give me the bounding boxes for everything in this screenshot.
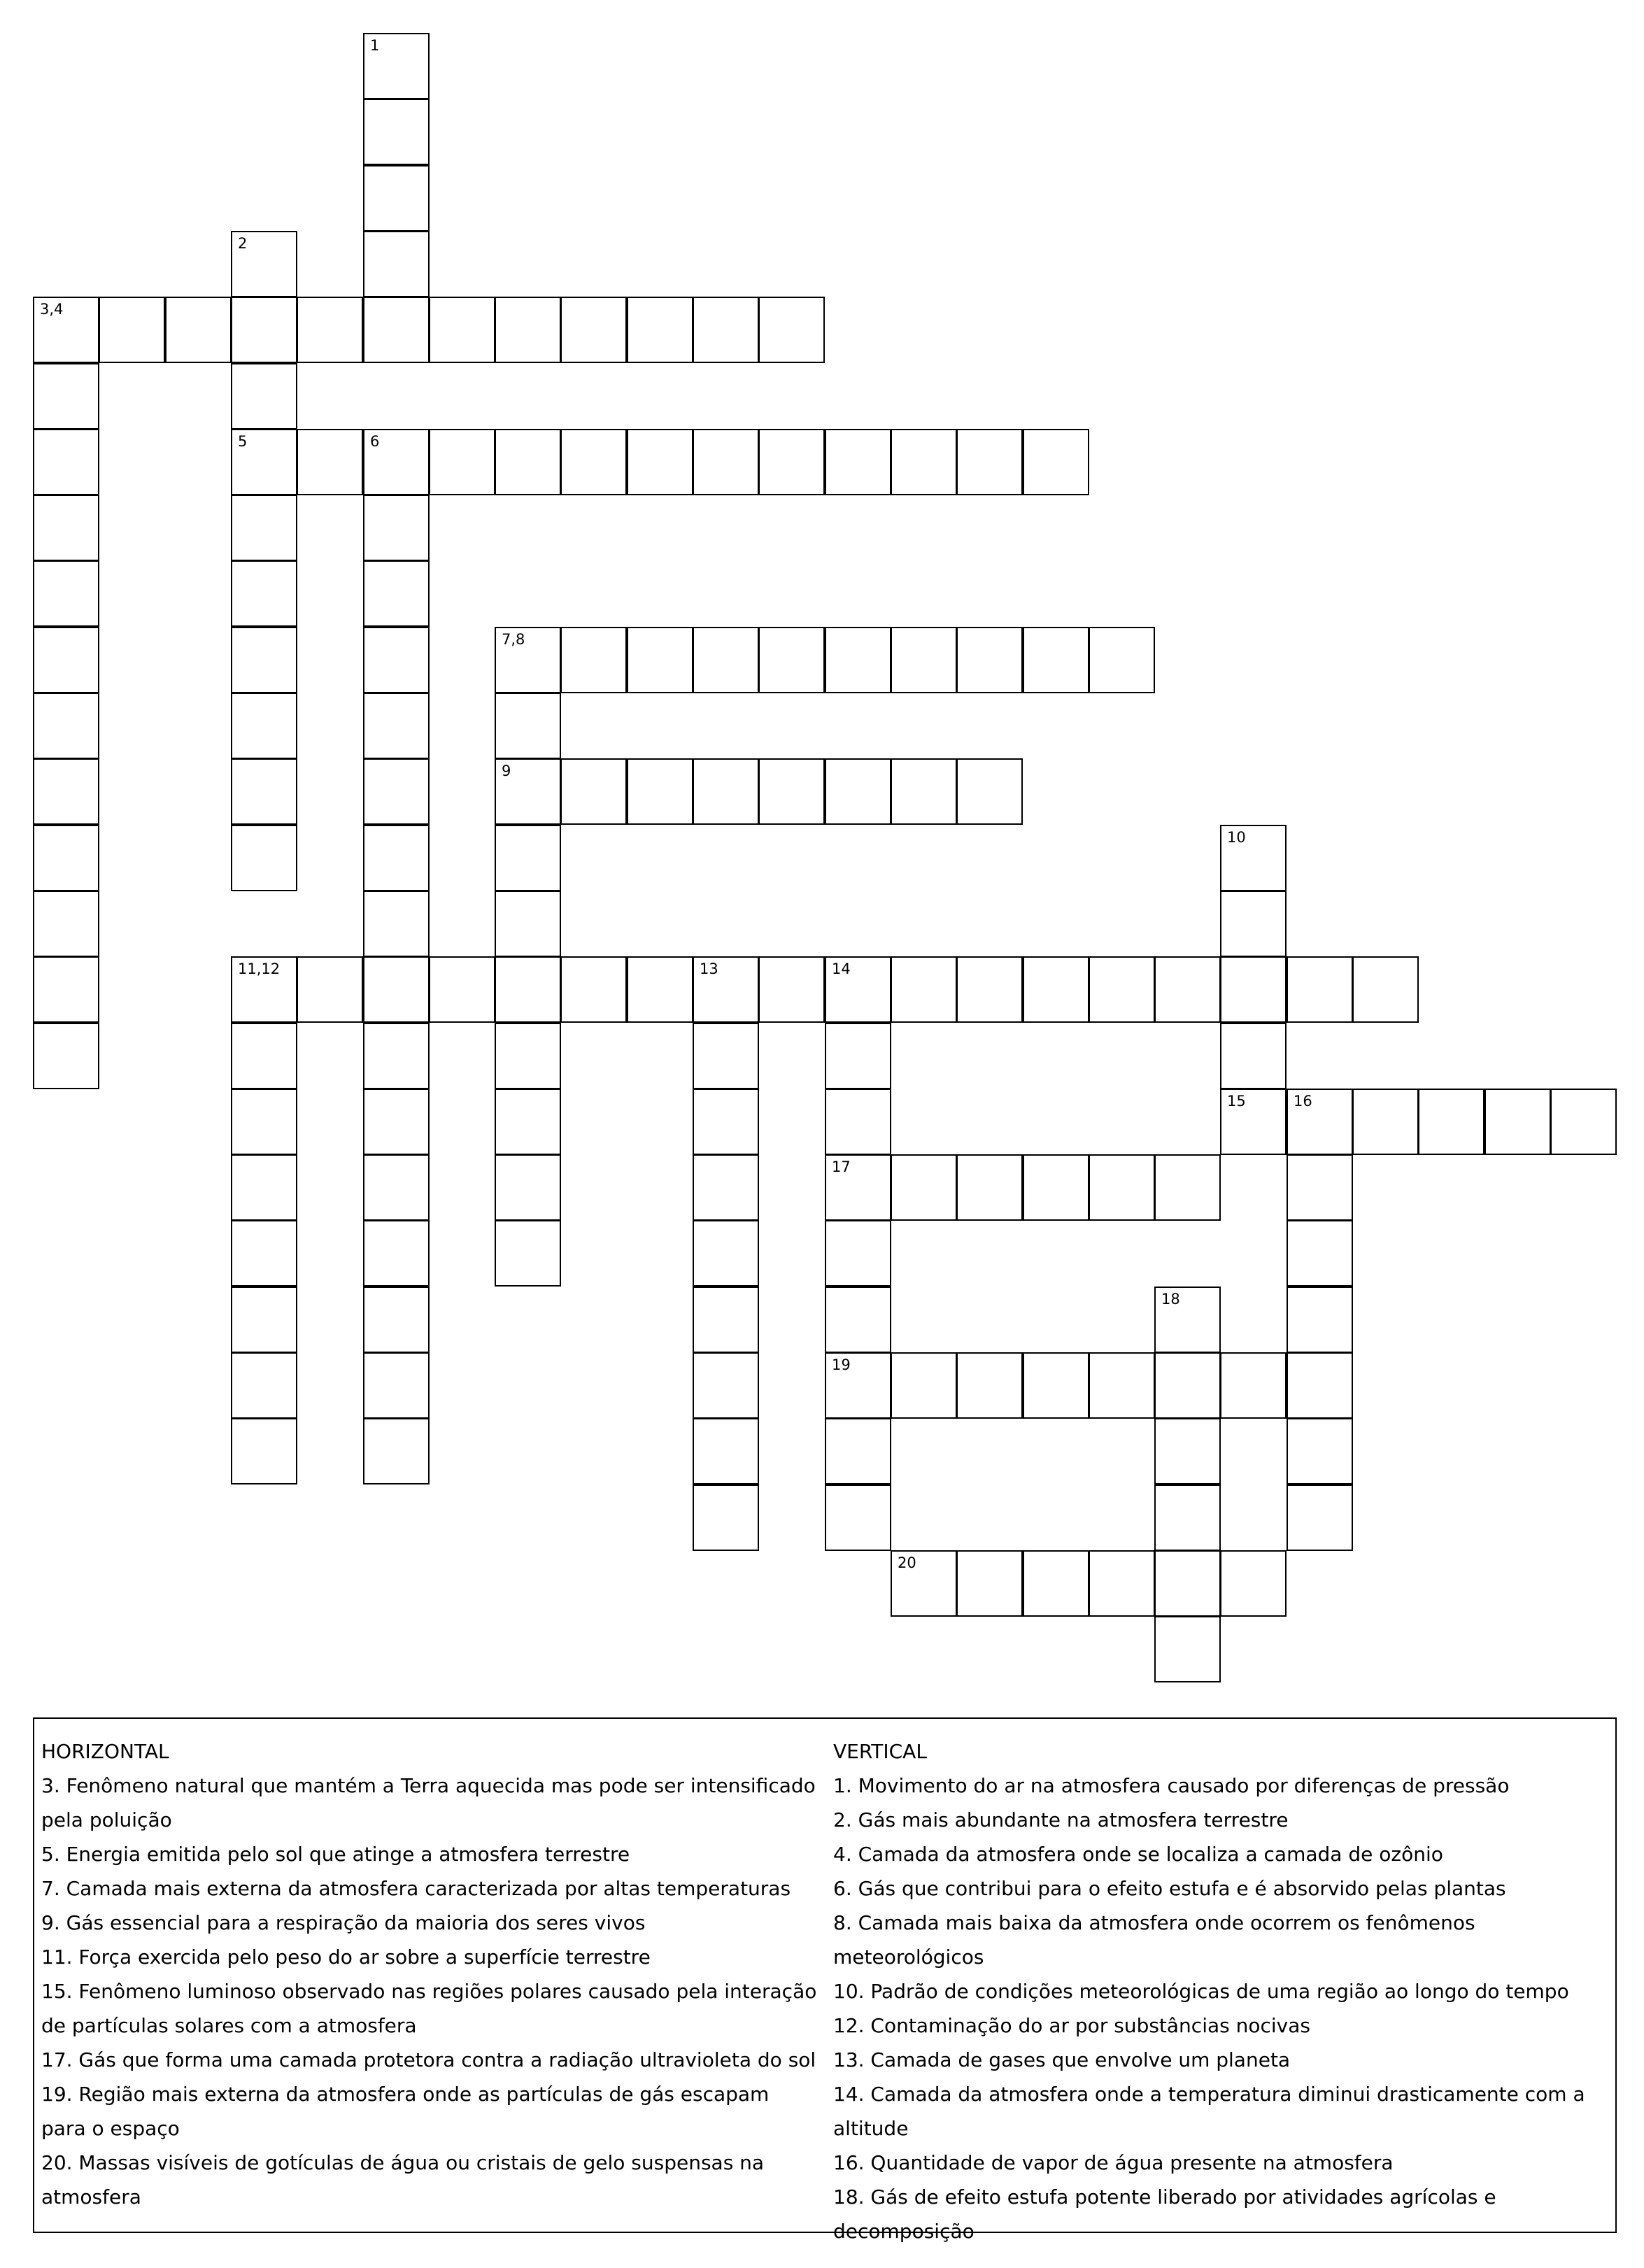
- crossword-cell[interactable]: [1089, 627, 1155, 693]
- clue-h-11: 11. Força exercida pelo peso do ar sobre a superfície terrestre: [41, 1945, 651, 1969]
- crossword-cell[interactable]: [693, 1352, 759, 1419]
- crossword-cell[interactable]: [429, 297, 495, 363]
- crossword-cell[interactable]: [231, 1352, 297, 1419]
- crossword-cell[interactable]: [956, 429, 1023, 495]
- crossword-cell[interactable]: [495, 825, 561, 891]
- crossword-cell[interactable]: [1220, 1089, 1287, 1155]
- crossword-cell[interactable]: [363, 1154, 430, 1221]
- crossword-cell[interactable]: [693, 956, 759, 1023]
- crossword-cell[interactable]: [1352, 1089, 1419, 1155]
- clue-number: 14: [832, 961, 851, 977]
- crossword-cell[interactable]: [693, 1418, 759, 1484]
- crossword-cell[interactable]: [495, 693, 561, 759]
- crossword-cell[interactable]: [627, 956, 693, 1023]
- clue-number: 5: [238, 433, 248, 450]
- crossword-cell[interactable]: [33, 1023, 99, 1089]
- crossword-cell[interactable]: [231, 1287, 297, 1353]
- crossword-cell[interactable]: [891, 758, 957, 825]
- crossword-cell[interactable]: [891, 956, 957, 1023]
- crossword-cell[interactable]: [33, 429, 99, 495]
- clue-v-10: 10. Padrão de condições meteorológicas de uma região ao longo do tempo: [833, 1980, 1569, 2003]
- clue-h-20: 20. Massas visíveis de gotículas de água ou cristais de gelo suspensas na atmosfera: [41, 2151, 765, 2209]
- crossword-cell[interactable]: [363, 825, 430, 891]
- crossword-cell[interactable]: [891, 1154, 957, 1221]
- clue-number: 6: [370, 433, 380, 450]
- crossword-cell[interactable]: [627, 627, 693, 693]
- crossword-cell[interactable]: [825, 1418, 891, 1484]
- vertical-heading: VERTICAL: [833, 1740, 927, 1763]
- crossword-cell[interactable]: [1287, 1484, 1353, 1551]
- crossword-cell[interactable]: [363, 560, 430, 627]
- clue-v-4: 4. Camada da atmosfera onde se localiza a camada de ozônio: [833, 1843, 1443, 1866]
- crossword-cell[interactable]: [33, 560, 99, 627]
- crossword-cell[interactable]: [1154, 1484, 1221, 1551]
- crossword-cell[interactable]: [693, 627, 759, 693]
- crossword-cell[interactable]: [825, 627, 891, 693]
- crossword-cell[interactable]: [1089, 1550, 1155, 1617]
- crossword-cell[interactable]: [363, 165, 430, 232]
- clue-number: 2: [238, 235, 248, 252]
- crossword-cell[interactable]: [956, 956, 1023, 1023]
- crossword-cell[interactable]: [363, 956, 430, 1023]
- crossword-cell[interactable]: [429, 429, 495, 495]
- crossword-cell[interactable]: [825, 1484, 891, 1551]
- crossword-cell[interactable]: [956, 1352, 1023, 1419]
- crossword-cell[interactable]: [693, 429, 759, 495]
- crossword-cell[interactable]: [1089, 1154, 1155, 1221]
- crossword-cell[interactable]: [1287, 1418, 1353, 1484]
- clue-number: 7,8: [502, 631, 525, 648]
- crossword-cell[interactable]: [33, 758, 99, 825]
- clue-number: 18: [1161, 1291, 1180, 1307]
- crossword-cell[interactable]: [1154, 1418, 1221, 1484]
- crossword-cell[interactable]: [495, 429, 561, 495]
- crossword-cell[interactable]: [1287, 1352, 1353, 1419]
- crossword-cell[interactable]: [1220, 1352, 1287, 1419]
- crossword-cell[interactable]: [693, 1220, 759, 1287]
- crossword-cell[interactable]: [363, 429, 430, 495]
- clue-number: 3,4: [40, 301, 64, 318]
- crossword-cell[interactable]: [495, 1154, 561, 1221]
- clue-v-14: 14. Camada da atmosfera onde a temperatura diminui drasticamente com a altitude: [833, 2083, 1585, 2140]
- crossword-cell[interactable]: [231, 1220, 297, 1287]
- crossword-cell[interactable]: [693, 1154, 759, 1221]
- crossword-cell[interactable]: [495, 1220, 561, 1287]
- clue-h-7: 7. Camada mais externa da atmosfera caracterizada por altas temperaturas: [41, 1877, 791, 1900]
- crossword-cell[interactable]: [1220, 1023, 1287, 1089]
- crossword-cell[interactable]: [363, 33, 430, 99]
- crossword-cell[interactable]: [495, 1089, 561, 1155]
- crossword-cell[interactable]: [231, 1023, 297, 1089]
- crossword-cell[interactable]: [429, 956, 495, 1023]
- crossword-cell[interactable]: [495, 891, 561, 957]
- crossword-cell[interactable]: [693, 1023, 759, 1089]
- crossword-cell[interactable]: [1418, 1089, 1484, 1155]
- crossword-cell[interactable]: [825, 1352, 891, 1419]
- crossword-cell[interactable]: [363, 1418, 430, 1484]
- crossword-cell[interactable]: [825, 1089, 891, 1155]
- crossword-cell[interactable]: [231, 693, 297, 759]
- clue-number: 20: [898, 1554, 916, 1571]
- crossword-cell[interactable]: [231, 231, 297, 297]
- crossword-cell[interactable]: [231, 1418, 297, 1484]
- clues-box: [33, 1717, 1617, 2243]
- crossword-cell[interactable]: [363, 1352, 430, 1419]
- crossword-cell[interactable]: [1220, 956, 1287, 1023]
- crossword-cell[interactable]: [297, 429, 363, 495]
- crossword-cell[interactable]: [693, 1287, 759, 1353]
- clue-h-19: 19. Região mais externa da atmosfera onde as partículas de gás escapam para o espaço: [41, 2083, 770, 2140]
- crossword-cell[interactable]: [758, 758, 825, 825]
- clue-number: 13: [700, 961, 718, 977]
- crossword-cell[interactable]: [1287, 1287, 1353, 1353]
- crossword-cell[interactable]: [1023, 1550, 1089, 1617]
- crossword-cell[interactable]: [231, 363, 297, 430]
- crossword-cell[interactable]: [33, 956, 99, 1023]
- crossword-cell[interactable]: [231, 627, 297, 693]
- crossword-cell[interactable]: [231, 956, 297, 1023]
- crossword-cell[interactable]: [1287, 956, 1353, 1023]
- crossword-cell[interactable]: [363, 1023, 430, 1089]
- crossword-cell[interactable]: [560, 758, 627, 825]
- crossword-cell[interactable]: [891, 1352, 957, 1419]
- clue-h-5: 5. Energia emitida pelo sol que atinge a atmosfera terrestre: [41, 1843, 630, 1866]
- crossword-cell[interactable]: [33, 825, 99, 891]
- crossword-cell[interactable]: [231, 495, 297, 561]
- crossword-cell[interactable]: [956, 758, 1023, 825]
- crossword-cell[interactable]: [1154, 1616, 1221, 1682]
- crossword-cell[interactable]: [363, 891, 430, 957]
- crossword-cell[interactable]: [1023, 627, 1089, 693]
- crossword-cell[interactable]: [1154, 1550, 1221, 1617]
- crossword-cell[interactable]: [1287, 1154, 1353, 1221]
- crossword-cell[interactable]: [825, 429, 891, 495]
- clue-number: 10: [1227, 829, 1246, 846]
- crossword-cell[interactable]: [231, 1089, 297, 1155]
- crossword-cell[interactable]: [825, 1154, 891, 1221]
- crossword-cell[interactable]: [1154, 1154, 1221, 1221]
- clue-number: 1: [370, 37, 380, 54]
- crossword-cell[interactable]: [560, 956, 627, 1023]
- crossword-cell[interactable]: [33, 891, 99, 957]
- crossword-cell[interactable]: [33, 495, 99, 561]
- clue-v-12: 12. Contaminação do ar por substâncias nocivas: [833, 2014, 1310, 2037]
- crossword-cell[interactable]: [956, 1550, 1023, 1617]
- crossword-cell[interactable]: [627, 758, 693, 825]
- horizontal-clues: [41, 1734, 818, 2214]
- clue-v-1: 1. Movimento do ar na atmosfera causado por diferenças de pressão: [833, 1774, 1510, 1797]
- crossword-cell[interactable]: [1287, 1089, 1353, 1155]
- vertical-clues: [833, 1734, 1610, 2248]
- clue-number: 11,12: [238, 961, 281, 977]
- crossword-cell[interactable]: [956, 1154, 1023, 1221]
- crossword-cell[interactable]: [758, 627, 825, 693]
- clue-v-2: 2. Gás mais abundante na atmosfera terrestre: [833, 1808, 1289, 1831]
- clue-number: 19: [832, 1356, 851, 1373]
- crossword-cell[interactable]: [560, 627, 627, 693]
- crossword-cell[interactable]: [1220, 1550, 1287, 1617]
- crossword-cell[interactable]: [33, 297, 99, 363]
- crossword-cell[interactable]: [33, 363, 99, 430]
- crossword-cell[interactable]: [758, 956, 825, 1023]
- crossword-cell[interactable]: [363, 297, 430, 363]
- crossword-cell[interactable]: [231, 825, 297, 891]
- crossword-cell[interactable]: [1154, 956, 1221, 1023]
- crossword-cell[interactable]: [495, 297, 561, 363]
- crossword-cell[interactable]: [627, 429, 693, 495]
- crossword-cell[interactable]: [891, 429, 957, 495]
- crossword-cell[interactable]: [363, 627, 430, 693]
- crossword-cell[interactable]: [758, 429, 825, 495]
- crossword-cell[interactable]: [495, 956, 561, 1023]
- crossword-cell[interactable]: [1089, 956, 1155, 1023]
- crossword-cell[interactable]: [495, 1023, 561, 1089]
- crossword-cell[interactable]: [825, 1023, 891, 1089]
- clue-v-6: 6. Gás que contribui para o efeito estufa e é absorvido pelas plantas: [833, 1877, 1506, 1900]
- crossword-cell[interactable]: [363, 99, 430, 165]
- crossword-cell[interactable]: [33, 627, 99, 693]
- crossword-cell[interactable]: [495, 758, 561, 825]
- clue-h-3: 3. Fenômeno natural que mantém a Terra aquecida mas pode ser intensificado pela poluição: [41, 1774, 816, 1831]
- crossword-cell[interactable]: [693, 1484, 759, 1551]
- crossword-cell[interactable]: [627, 297, 693, 363]
- crossword-cell[interactable]: [495, 627, 561, 693]
- crossword-cell[interactable]: [1089, 1352, 1155, 1419]
- crossword-cell[interactable]: [825, 1287, 891, 1353]
- clue-h-9: 9. Gás essencial para a respiração da maioria dos seres vivos: [41, 1911, 646, 1934]
- crossword-cell[interactable]: [891, 627, 957, 693]
- crossword-cell[interactable]: [1023, 956, 1089, 1023]
- crossword-cell[interactable]: [956, 627, 1023, 693]
- clue-number: 15: [1227, 1093, 1246, 1110]
- crossword-cell[interactable]: [758, 297, 825, 363]
- crossword-cell[interactable]: [99, 297, 165, 363]
- crossword-cell[interactable]: [1220, 825, 1287, 891]
- crossword-cell[interactable]: [165, 297, 232, 363]
- crossword-cell[interactable]: [1550, 1089, 1617, 1155]
- crossword-cell[interactable]: [693, 758, 759, 825]
- crossword-cell[interactable]: [891, 1550, 957, 1617]
- clue-v-13: 13. Camada de gases que envolve um planeta: [833, 2048, 1291, 2071]
- crossword-cell[interactable]: [297, 956, 363, 1023]
- clue-v-18: 18. Gás de efeito estufa potente liberado por atividades agrícolas e decomposição: [833, 2185, 1496, 2243]
- crossword-cell[interactable]: [363, 693, 430, 759]
- crossword-cell[interactable]: [231, 758, 297, 825]
- crossword-cell[interactable]: [363, 231, 430, 297]
- crossword-cell[interactable]: [1023, 1352, 1089, 1419]
- crossword-cell[interactable]: [363, 1287, 430, 1353]
- crossword-cell[interactable]: [363, 1089, 430, 1155]
- crossword-cell[interactable]: [1023, 1154, 1089, 1221]
- crossword-cell[interactable]: [693, 297, 759, 363]
- crossword-cell[interactable]: [297, 297, 363, 363]
- crossword-cell[interactable]: [363, 1220, 430, 1287]
- crossword-cell[interactable]: [693, 1089, 759, 1155]
- horizontal-heading: HORIZONTAL: [41, 1740, 169, 1763]
- clue-number: 16: [1294, 1093, 1312, 1110]
- crossword-cell[interactable]: [33, 693, 99, 759]
- crossword-cell[interactable]: [825, 1220, 891, 1287]
- crossword-cell[interactable]: [1352, 956, 1419, 1023]
- crossword-cell[interactable]: [825, 956, 891, 1023]
- crossword-cell[interactable]: [1154, 1352, 1221, 1419]
- crossword-cell[interactable]: [1287, 1220, 1353, 1287]
- crossword-cell[interactable]: [231, 429, 297, 495]
- crossword-cell[interactable]: [825, 758, 891, 825]
- crossword-cell[interactable]: [1220, 891, 1287, 957]
- crossword-cell[interactable]: [560, 297, 627, 363]
- clue-v-16: 16. Quantidade de vapor de água presente na atmosfera: [833, 2151, 1394, 2174]
- crossword-cell[interactable]: [231, 1154, 297, 1221]
- crossword-cell[interactable]: [231, 297, 297, 363]
- clue-h-17: 17. Gás que forma uma camada protetora contra a radiação ultravioleta do sol: [41, 2048, 816, 2071]
- crossword-cell[interactable]: [1484, 1089, 1551, 1155]
- crossword-cell[interactable]: [231, 560, 297, 627]
- crossword-cell[interactable]: [1154, 1287, 1221, 1353]
- clue-v-8: 8. Camada mais baixa da atmosfera onde ocorrem os fenômenos meteorológicos: [833, 1911, 1475, 1969]
- crossword-cell[interactable]: [560, 429, 627, 495]
- clue-h-15: 15. Fenômeno luminoso observado nas regiões polares causado pela interação de partículas solares com a atmosfera: [41, 1980, 817, 2037]
- crossword-cell[interactable]: [363, 758, 430, 825]
- clue-number: 17: [832, 1158, 851, 1175]
- crossword-cell[interactable]: [363, 495, 430, 561]
- clue-number: 9: [502, 763, 511, 779]
- crossword-cell[interactable]: [1023, 429, 1089, 495]
